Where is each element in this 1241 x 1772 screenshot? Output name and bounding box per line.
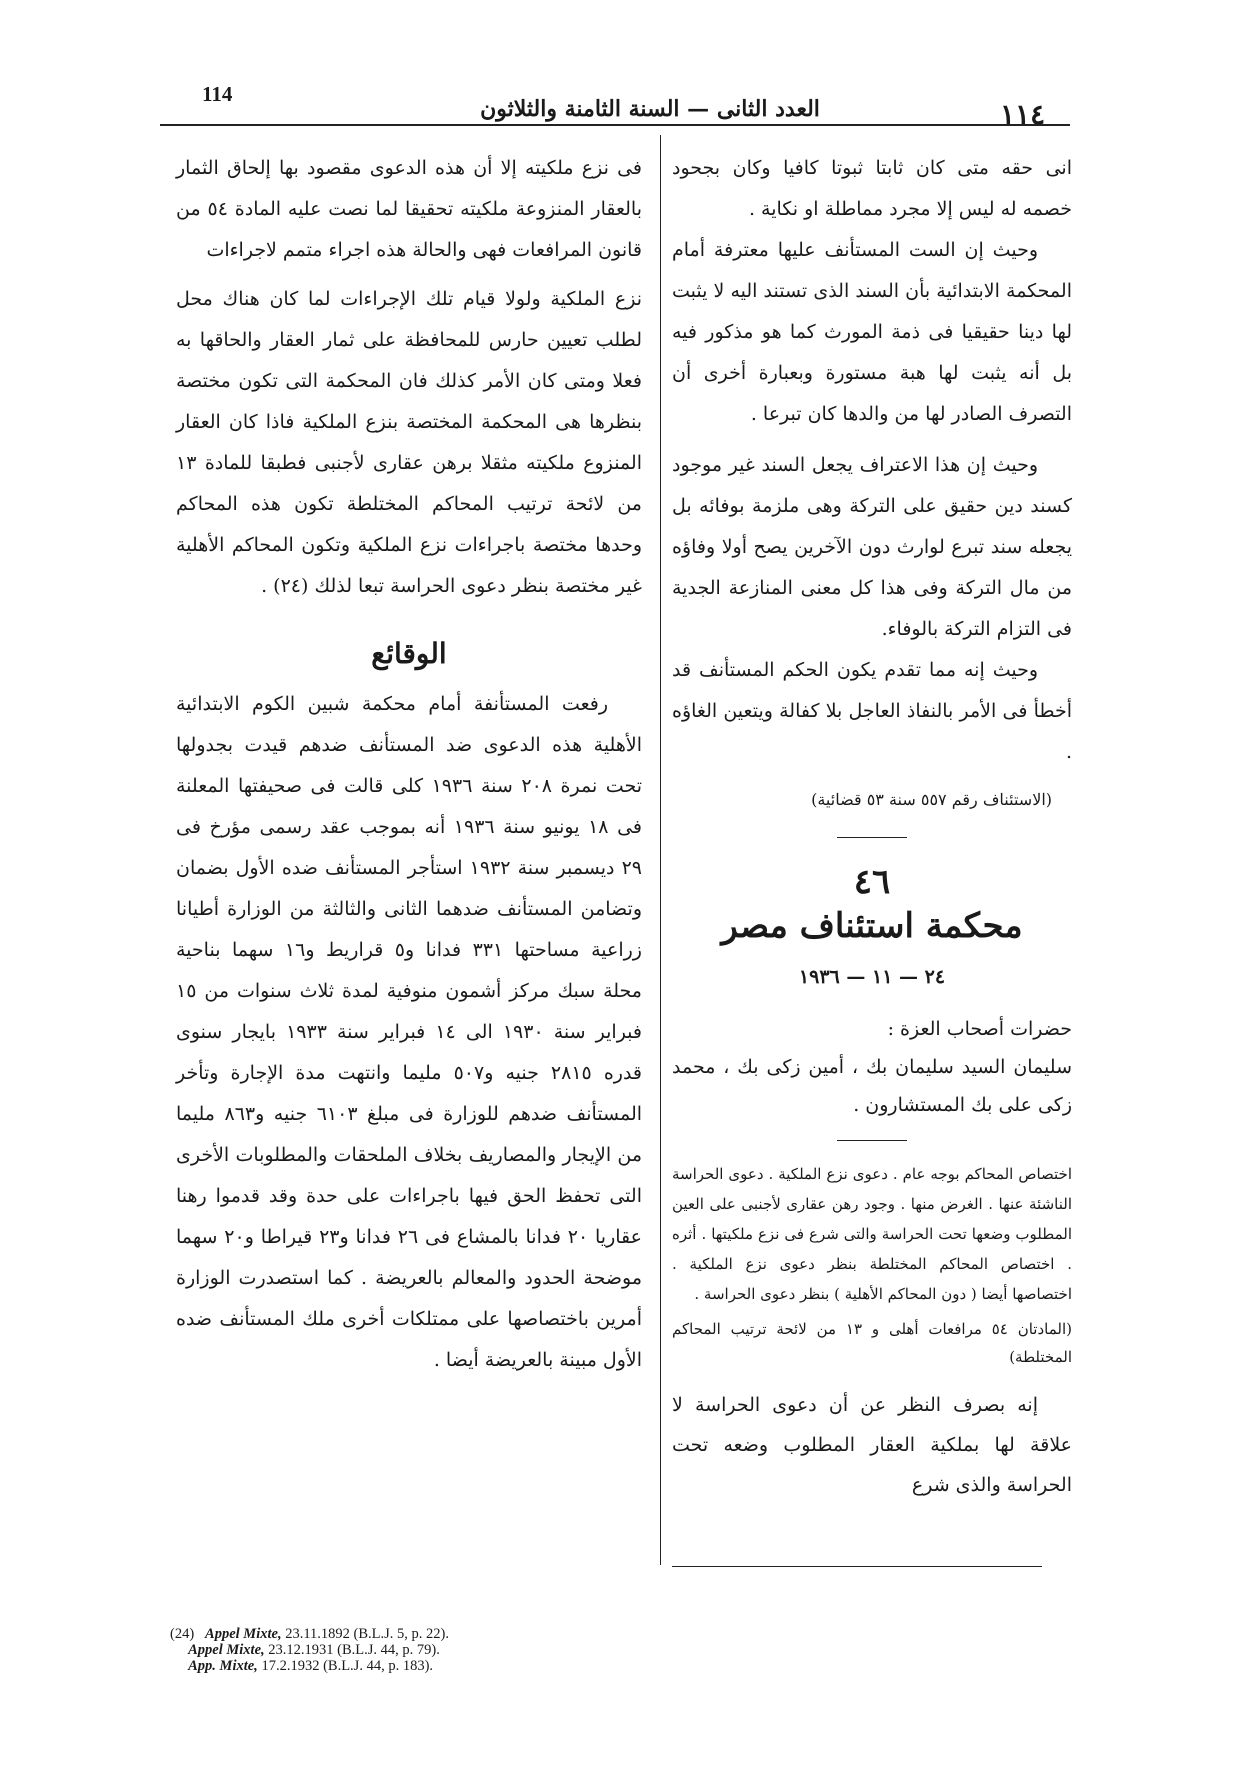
paragraph: وحيث إن الست المستأنف عليها معترفة أمام المحكمة الابتدائية بأن السند الذى تستند اليه لا يثبت لها دينا حقيقيا فى ذمة المورث كما هو مذكور فيه بل أنه يثبت لها هبة مستورة وبعبارة أخرى أن التصرف الصادر لها من والدها كان تبرعا .	[672, 239, 1072, 425]
footnote-line	[170, 1658, 449, 1674]
column-bottom-rule	[672, 1566, 1042, 1567]
paragraph: وحيث إن هذا الاعتراف يجعل السند غير موجود كسند دين حقيق على التركة وهى ملزمة بوفائه بل يجعله سند تبرع لوارث دون الآخرين يصح أولا وفاؤه من مال التركة وفى هذا كل معنى المنازعة الجدية فى التزام التركة بالوفاء.	[672, 454, 1072, 640]
paragraph: نزع الملكية ولولا قيام تلك الإجراءات لما كان هناك محل لطلب تعيين حارس للمحافظة على ثمار العقار والحاقها به فعلا ومتى كان الأمر كذلك فان المحكمة التى تكون مختصة بنظرها هى المحكمة المختصة بنزع الملكية فاذا كان العقار المنزوع ملكيته مثقلا برهن عقارى لأجنبى فطبقا للمادة ١٣ من لائحة ترتيب المحاكم المختلطة تكون هذه المحاكم وحدها مختصة باجراءات نزع الملكية وتكون المحاكم الأهلية غير مختصة بنظر دعوى الحراسة تبعا لذلك (٢٤) .	[176, 288, 642, 597]
footnote-source: App. Mixte,	[188, 1658, 258, 1674]
paragraph: انى حقه متى كان ثابتا ثبوتا كافيا وكان بجحود خصمه له ليس إلا مجرد مماطلة او نكاية .	[672, 157, 1072, 220]
court-name: محكمة استئناف مصر	[721, 906, 1023, 946]
footnote-line	[170, 1642, 449, 1658]
footnote-detail: 23.11.1892 (B.L.J. 5, p. 22).	[285, 1626, 449, 1642]
column-divider	[660, 135, 661, 1565]
left-column	[176, 148, 642, 1381]
appeal-citation: (الاستئناف رقم ٥٥٧ سنة ٥٣ قضائية)	[811, 790, 1052, 809]
paragraph: فى نزع ملكيته إلا أن هذه الدعوى مقصود بها إلحاق الثمار بالعقار المنزوعة ملكيته تحقيقا لما نصت عليه المادة ٥٤ من قانون المرافعات فهى والحالة هذه اجراء متمم لاجراءات	[176, 157, 642, 261]
footnote-source: Appel Mixte,	[205, 1626, 282, 1642]
section-heading: الوقائع	[371, 637, 447, 670]
section-rule	[837, 1140, 907, 1141]
page-number-arabic: ١١٤	[1000, 98, 1046, 131]
footnote-detail: 17.2.1932 (B.L.J. 44, p. 183).	[261, 1658, 434, 1674]
right-column	[672, 148, 1072, 1505]
holding-text: إنه بصرف النظر عن أن دعوى الحراسة لا علاقة لها بملكية العقار المطلوب وضعه تحت الحراسة والذى شرع	[672, 1394, 1072, 1496]
section-rule	[837, 837, 907, 838]
headnote: اختصاص المحاكم بوجه عام . دعوى نزع الملكية . دعوى الحراسة الناشئة عنها . الغرض منها . وجود رهن عقارى لأجنبى على العين المطلوب وضعها تحت الحراسة والتى شرع فى نزع ملكيتها . أثره . اختصاص المحاكم المختلطة بنظر دعوى نزع الملكية . اختصاصها أيضا ( دون المحاكم الأهلية ) بنظر دعوى الحراسة .	[672, 1165, 1072, 1303]
header-rule	[160, 124, 1070, 126]
case-date: ٢٤ — ١١ — ١٩٣٦	[798, 966, 946, 988]
paragraph: وحيث إنه مما تقدم يكون الحكم المستأنف قد أخطأ فى الأمر بالنفاذ العاجل بلا كفالة ويتعين الغاؤه .	[672, 659, 1072, 763]
footnotes	[170, 1626, 449, 1674]
page-number-latin: 114	[202, 82, 233, 106]
footnote-source: Appel Mixte,	[188, 1642, 265, 1658]
footnote-line	[170, 1626, 449, 1642]
footnote-marker: (24)	[170, 1626, 195, 1642]
judges-title: حضرات أصحاب العزة :	[887, 1018, 1072, 1040]
headnote-reference: (المادتان ٥٤ مرافعات أهلى و ١٣ من لائحة ترتيب المحاكم المختلطة)	[672, 1320, 1072, 1366]
judges-names: سليمان السيد سليمان بك ، أمين زكى بك ، محمد زكى على بك المستشارون .	[672, 1056, 1072, 1116]
paragraph: رفعت المستأنفة أمام محكمة شبين الكوم الابتدائية الأهلية هذه الدعوى ضد المستأنف ضدهم قيدت بجدولها تحت نمرة ٢٠٨ سنة ١٩٣٦ كلى قالت فى صحيفتها المعلنة فى ١٨ يونيو سنة ١٩٣٦ أنه بموجب عقد رسمى مؤرخ فى ٢٩ ديسمبر سنة ١٩٣٢ استأجر المستأنف ضده الأول بضمان وتضامن المستأنف ضدهما الثانى والثالثة من الوزارة أطيانا زراعية مساحتها ٣٣١ فدانا و٥ قراريط و١٦ سهما بناحية محلة سبك مركز أشمون منوفية لمدة ثلاث سنوات من ١٥ فبراير سنة ١٩٣٠ الى ١٤ فبراير سنة ١٩٣٣ بايجار سنوى قدره ٢٨١٥ جنيه و٥٠٧ مليما وانتهت مدة الإجارة وتأخر المستأنف ضدهم للوزارة فى مبلغ ٦١٠٣ جنيه و٨٦٣ مليما من الإيجار والمصاريف بخلاف الملحقات والمطلوبات الأخرى التى تحفظ الحق فيها باجراءات على حدة وقد قدموا رهنا عقاريا ٢٠ فدانا بالمشاع فى ٢٦ فدانا و٢٣ قيراطا و٢٠ سهما موضحة الحدود والمعالم بالعريضة . كما استصدرت الوزارة أمرين باختصاصها على ممتلكات أخرى ملك المستأنف ضده الأول مبينة بالعريضة أيضا .	[176, 693, 643, 1371]
running-head: العدد الثانى — السنة الثامنة والثلاثون	[480, 96, 820, 122]
footnote-detail: 23.12.1931 (B.L.J. 44, p. 79).	[268, 1642, 440, 1658]
case-number: ٤٦	[853, 862, 891, 902]
